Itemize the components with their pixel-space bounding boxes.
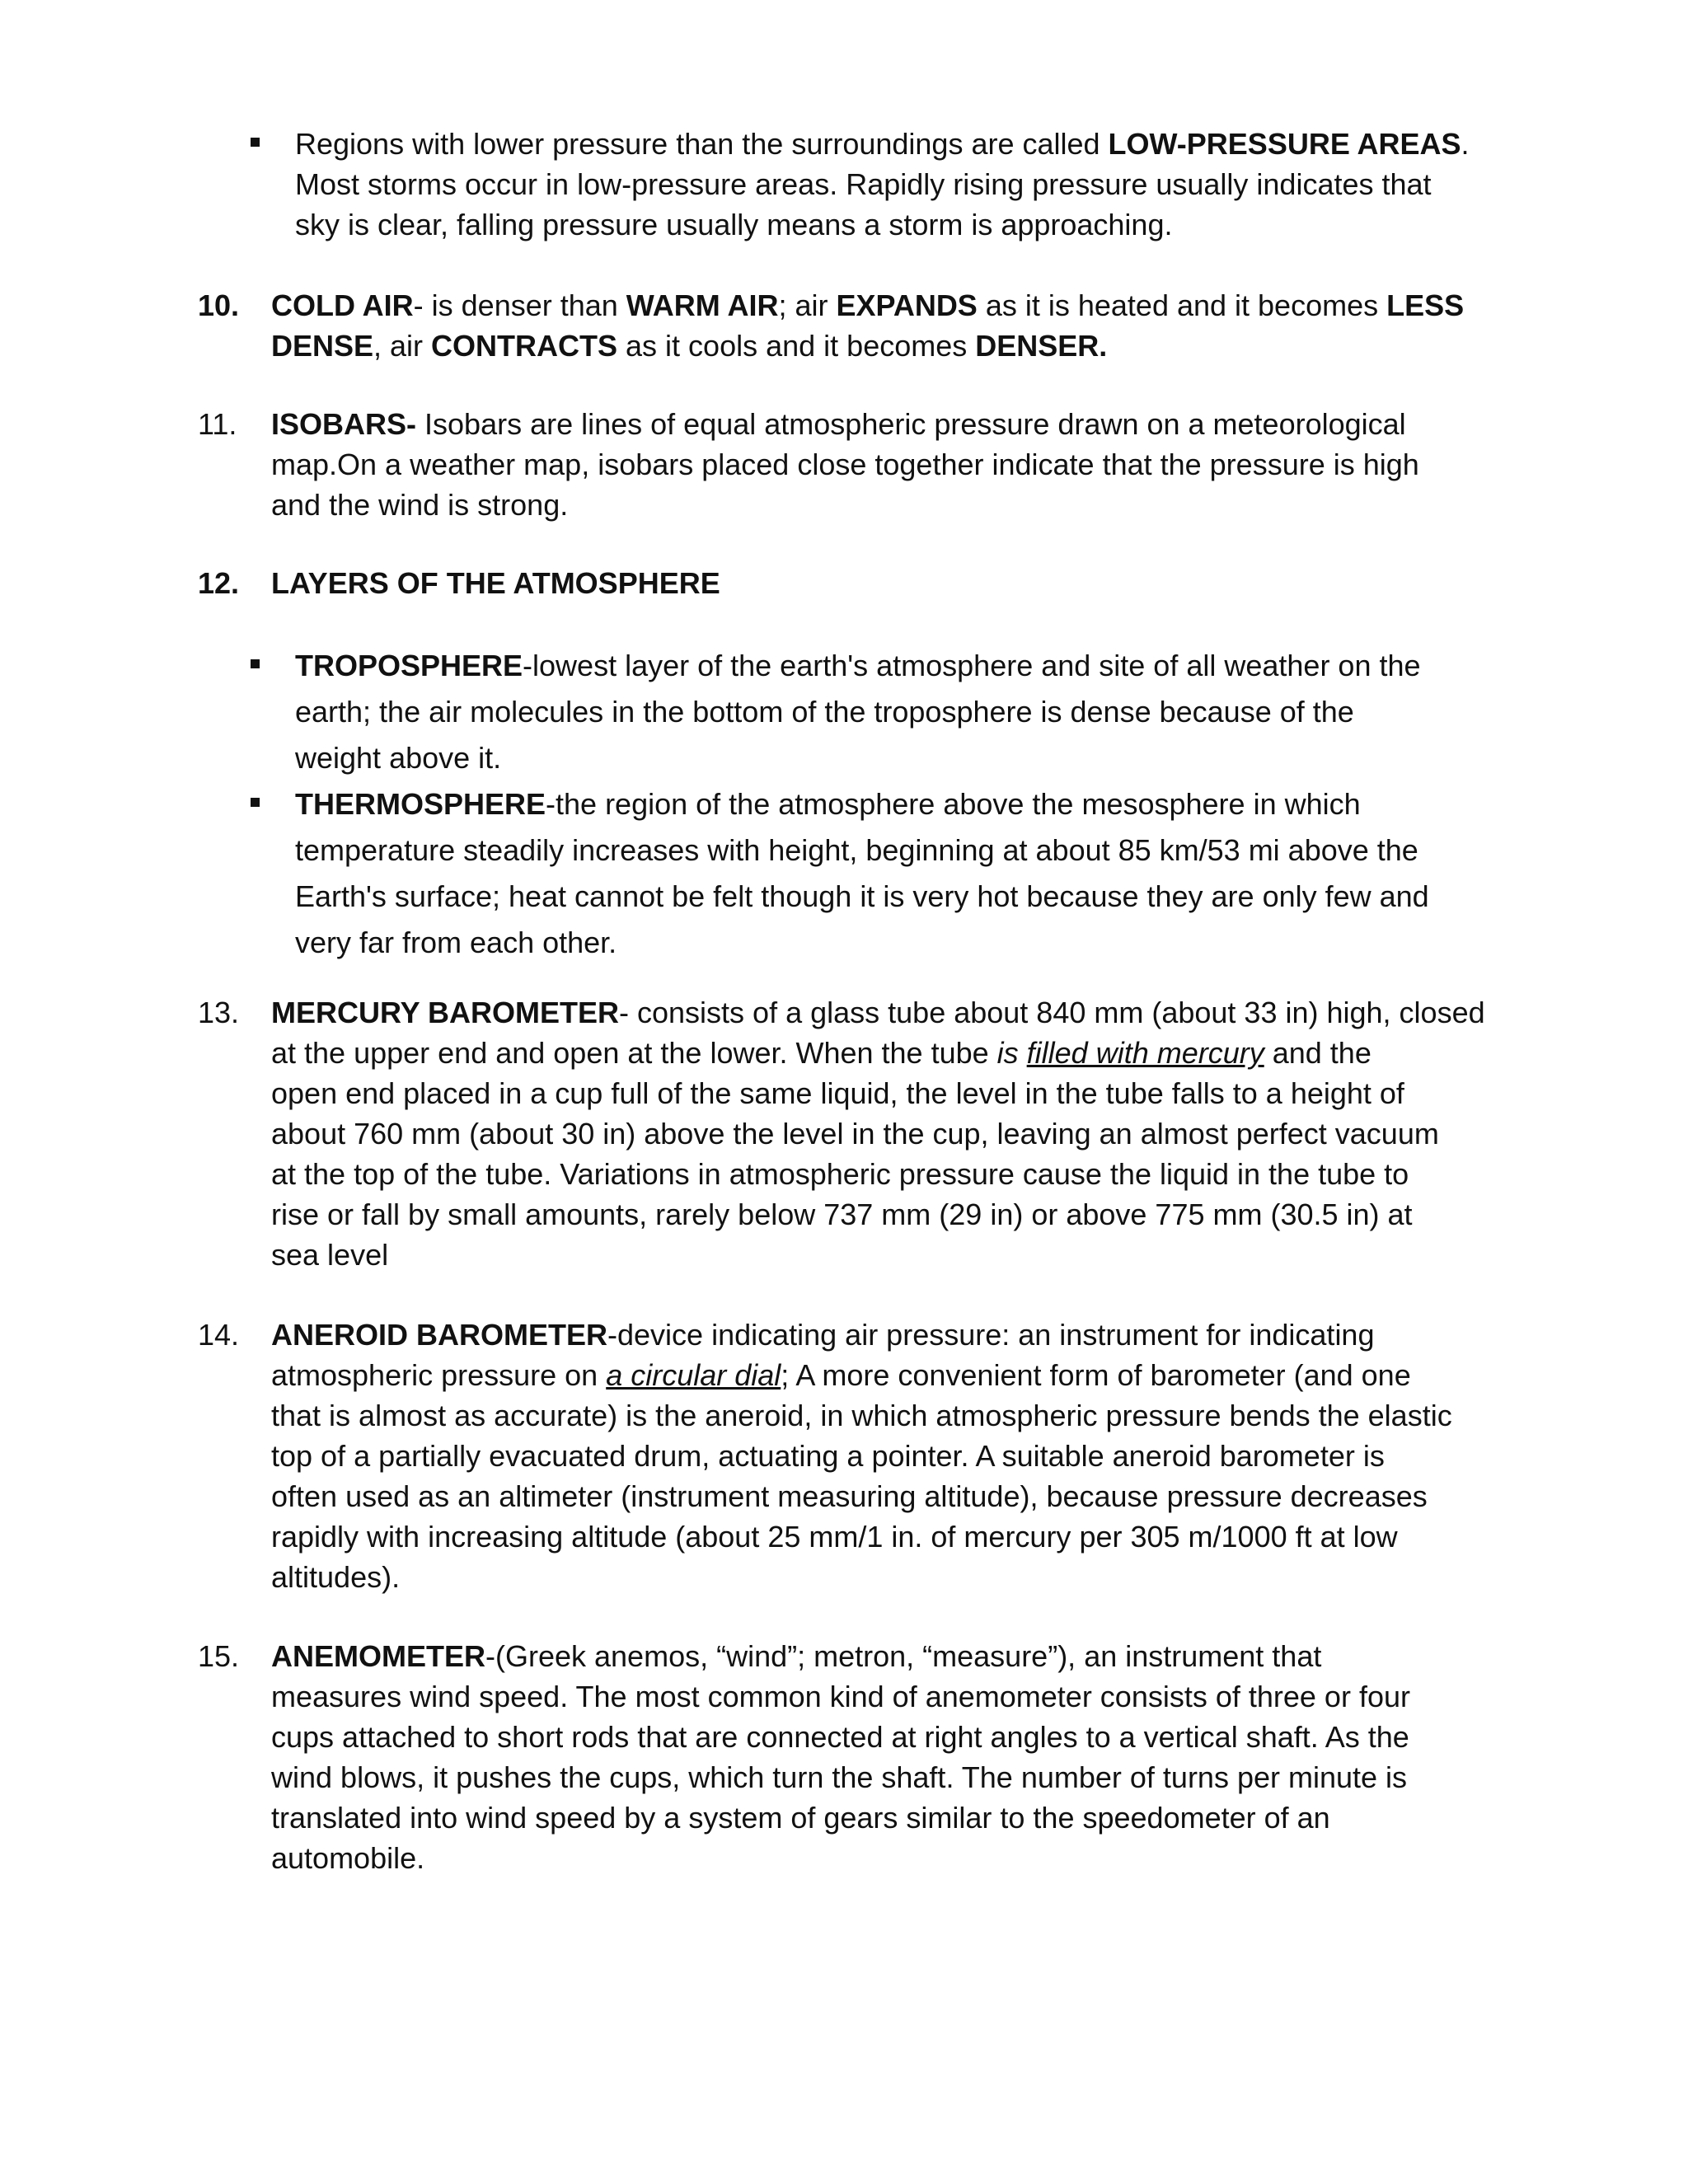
bold-term: CONTRACTS xyxy=(431,329,618,363)
text-run: -lowest layer of the earth's atmosphere and site of all weather on the xyxy=(523,649,1421,682)
text-line xyxy=(295,781,1429,827)
text-line: earth; the air molecules in the bottom of the troposphere is dense because of the xyxy=(295,695,1354,729)
bold-term: WARM AIR xyxy=(626,288,779,322)
text-line: rise or fall by small amounts, rarely below 737 mm (29 in) or above 775 mm (30.5 in) at xyxy=(271,1197,1413,1231)
section-heading: LAYERS OF THE ATMOSPHERE xyxy=(271,566,720,600)
text-line: open end placed in a cup full of the same liquid, the level in the tube falls to a height of xyxy=(271,1076,1404,1110)
text-run: and the xyxy=(1264,1036,1372,1070)
bullet-thermosphere xyxy=(295,781,1429,966)
text-run: , air xyxy=(373,329,432,363)
text-line: sky is clear, falling pressure usually means a storm is approaching. xyxy=(295,208,1173,241)
bold-term: LESS xyxy=(1386,288,1465,322)
text-line xyxy=(271,326,1464,366)
bullet-low-pressure xyxy=(295,124,1470,245)
bold-term: ISOBARS- xyxy=(271,407,417,441)
text-line: measures wind speed. The most common kind of anemometer consists of three or four xyxy=(271,1680,1410,1713)
item-anemometer xyxy=(271,1636,1410,1878)
text-run: Regions with lower pressure than the surroundings are called xyxy=(295,127,1109,161)
item-number: 10. xyxy=(198,288,240,322)
italic-text: is xyxy=(996,1036,1027,1070)
text-line xyxy=(295,643,1421,689)
item-aneroid-barometer xyxy=(271,1315,1452,1597)
bold-term: EXPANDS xyxy=(836,288,978,322)
text-run: - consists of a glass tube about 840 mm (about 33 in) high, closed xyxy=(619,996,1485,1029)
text-line: about 760 mm (about 30 in) above the level in the cup, leaving an almost perfect vacuum xyxy=(271,1117,1439,1151)
bold-term: THERMOSPHERE xyxy=(295,787,546,821)
bold-term: TROPOSPHERE xyxy=(295,649,523,682)
text-line xyxy=(271,285,1464,326)
bold-term: MERCURY BAROMETER xyxy=(271,996,620,1029)
bold-term: DENSE xyxy=(271,329,374,363)
text-line: rapidly with increasing altitude (about 25 mm/1 in. of mercury per 305 m/1000 ft at low xyxy=(271,1520,1398,1554)
text-line xyxy=(271,1636,1410,1676)
bold-term: COLD AIR xyxy=(271,288,414,322)
bullet-marker xyxy=(251,659,260,668)
text-run: . xyxy=(1461,127,1470,161)
text-line: often used as an altimeter (instrument measuring altitude), because pressure decreases xyxy=(271,1479,1428,1513)
text-line: very far from each other. xyxy=(295,926,617,959)
item-number: 13. xyxy=(198,996,240,1029)
item-number: 12. xyxy=(198,566,240,600)
text-line: sea level xyxy=(271,1238,389,1272)
text-run: -device indicating air pressure: an instrument for indicating xyxy=(607,1318,1375,1352)
item-mercury-barometer xyxy=(271,992,1485,1275)
bold-term: LOW-PRESSURE AREAS xyxy=(1108,127,1461,161)
text-line: temperature steadily increases with height, beginning at about 85 km/53 mi above the xyxy=(295,833,1418,867)
text-line: Most storms occur in low-pressure areas. Rapidly rising pressure usually indicates that xyxy=(295,167,1432,201)
text-line xyxy=(271,1355,1452,1395)
item-isobars xyxy=(271,404,1419,525)
text-line xyxy=(271,1315,1452,1355)
text-line: that is almost as accurate) is the aneroid, in which atmospheric pressure bends the elastic xyxy=(271,1399,1452,1432)
bold-term: ANEROID BAROMETER xyxy=(271,1318,608,1352)
text-run: at the upper end and open at the lower. When the tube xyxy=(271,1036,997,1070)
text-line xyxy=(271,404,1419,444)
text-line: weight above it. xyxy=(295,741,502,775)
text-line xyxy=(295,124,1470,164)
text-line: altitudes). xyxy=(271,1560,401,1594)
text-run: ; A more convenient form of barometer (and one xyxy=(781,1358,1411,1392)
underlined-italic-text: a circular dial xyxy=(606,1358,781,1392)
text-run: -(Greek anemos, “wind”; metron, “measure”), an instrument that xyxy=(485,1639,1322,1673)
text-run: -the region of the atmosphere above the mesosphere in which xyxy=(546,787,1361,821)
item-cold-air xyxy=(271,285,1464,366)
bold-term: DENSER. xyxy=(975,329,1108,363)
bullet-troposphere xyxy=(295,643,1421,781)
item-number: 14. xyxy=(198,1318,240,1352)
text-line: automobile. xyxy=(271,1841,425,1875)
text-line: and the wind is strong. xyxy=(271,488,569,522)
text-line: translated into wind speed by a system of gears similar to the speedometer of an xyxy=(271,1801,1330,1835)
bold-term: ANEMOMETER xyxy=(271,1639,485,1673)
bullet-marker xyxy=(251,798,260,807)
underlined-italic-text: filled with mercury xyxy=(1026,1036,1264,1070)
text-run: Isobars are lines of equal atmospheric pressure drawn on a meteorological xyxy=(416,407,1406,441)
text-line: wind blows, it pushes the cups, which turn the shaft. The number of turns per minute is xyxy=(271,1760,1408,1794)
bullet-marker xyxy=(251,138,260,147)
text-line: Earth's surface; heat cannot be felt though it is very hot because they are only few and xyxy=(295,879,1429,913)
text-run: - is denser than xyxy=(413,288,626,322)
text-line: at the top of the tube. Variations in atmospheric pressure cause the liquid in the tube to xyxy=(271,1157,1409,1191)
text-line xyxy=(271,1033,1485,1073)
item-number: 11. xyxy=(198,407,237,441)
text-run: as it cools and it becomes xyxy=(617,329,976,363)
text-run: ; air xyxy=(778,288,837,322)
text-line xyxy=(271,992,1485,1033)
text-run: as it is heated and it becomes xyxy=(977,288,1387,322)
text-line: cups attached to short rods that are connected at right angles to a vertical shaft. As the xyxy=(271,1720,1409,1754)
item-number: 15. xyxy=(198,1639,240,1673)
text-line: top of a partially evacuated drum, actuating a pointer. A suitable aneroid barometer is xyxy=(271,1439,1385,1473)
text-line: map.On a weather map, isobars placed close together indicate that the pressure is high xyxy=(271,448,1419,481)
text-run: atmospheric pressure on xyxy=(271,1358,607,1392)
